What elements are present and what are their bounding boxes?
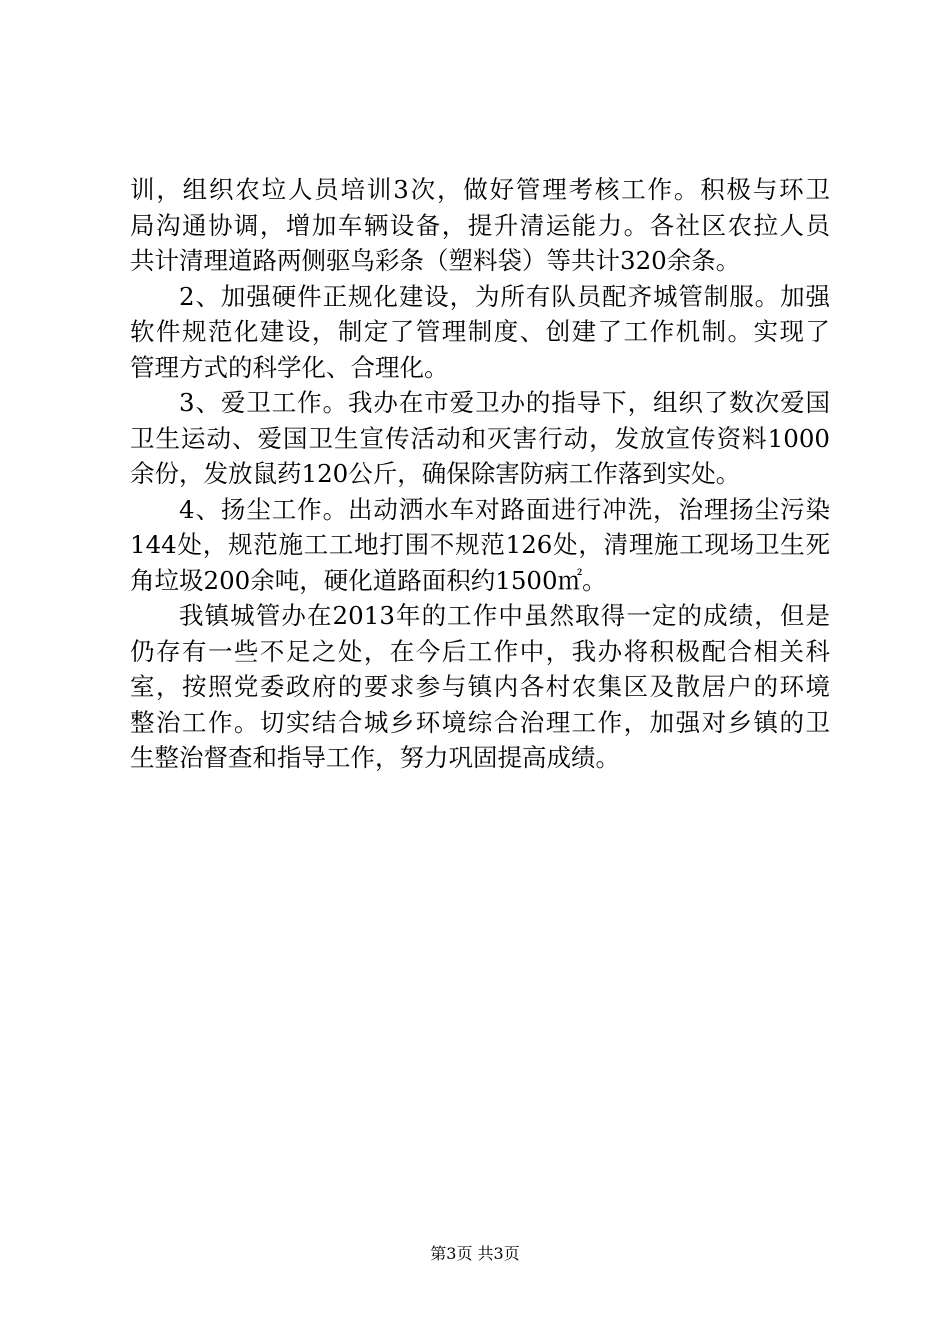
text-line: 角垃圾200余吨，硬化道路面积约1500㎡。 <box>130 565 607 595</box>
paragraph-continuation <box>130 172 830 279</box>
text-line: 余份，发放鼠药120公斤，确保除害防病工作落到实处。 <box>130 459 741 488</box>
page-number: 第3页 共3页 <box>430 1244 520 1263</box>
text-line: 3、爱卫工作。我办在市爱卫办的指导下，组织了数次爱国 <box>179 388 830 417</box>
text-line: 整治工作。切实结合城乡环境综合治理工作，加强对乡镇的卫 <box>130 707 830 737</box>
text-line: 生整治督查和指导工作，努力巩固提高成绩。 <box>130 743 620 772</box>
document-body <box>130 172 830 776</box>
text-line: 卫生运动、爱国卫生宣传活动和灭害行动，发放宣传资料1000 <box>130 423 830 453</box>
text-line: 我镇城管办在2013年的工作中虽然取得一定的成绩，但是 <box>179 601 830 630</box>
text-line: 局沟通协调，增加车辆设备，提升清运能力。各社区农拉人员 <box>130 210 830 240</box>
text-line: 4、扬尘工作。出动洒水车对路面进行冲洗，治理扬尘污染 <box>179 494 830 524</box>
paragraph-item-2 <box>130 279 830 386</box>
text-line: 仍存有一些不足之处，在今后工作中，我办将积极配合相关科 <box>130 636 830 666</box>
text-line: 软件规范化建设，制定了管理制度、创建了工作机制。实现了 <box>130 317 830 346</box>
text-line: 共计清理道路两侧驱鸟彩条（塑料袋）等共计320余条。 <box>130 246 741 275</box>
paragraph-item-3 <box>130 385 830 492</box>
paragraph-item-4 <box>130 492 830 599</box>
text-line: 室，按照党委政府的要求参与镇内各村农集区及散居户的环境 <box>130 672 830 701</box>
text-line: 144处，规范施工工地打围不规范126处，清理施工现场卫生死 <box>130 530 830 559</box>
text-line: 2、加强硬件正规化建设，为所有队员配齐城管制服。加强 <box>179 281 830 311</box>
paragraph-conclusion <box>130 598 830 776</box>
text-line: 训，组织农垃人员培训3次，做好管理考核工作。积极与环卫 <box>130 175 830 204</box>
text-line: 管理方式的科学化、合理化。 <box>130 352 449 382</box>
